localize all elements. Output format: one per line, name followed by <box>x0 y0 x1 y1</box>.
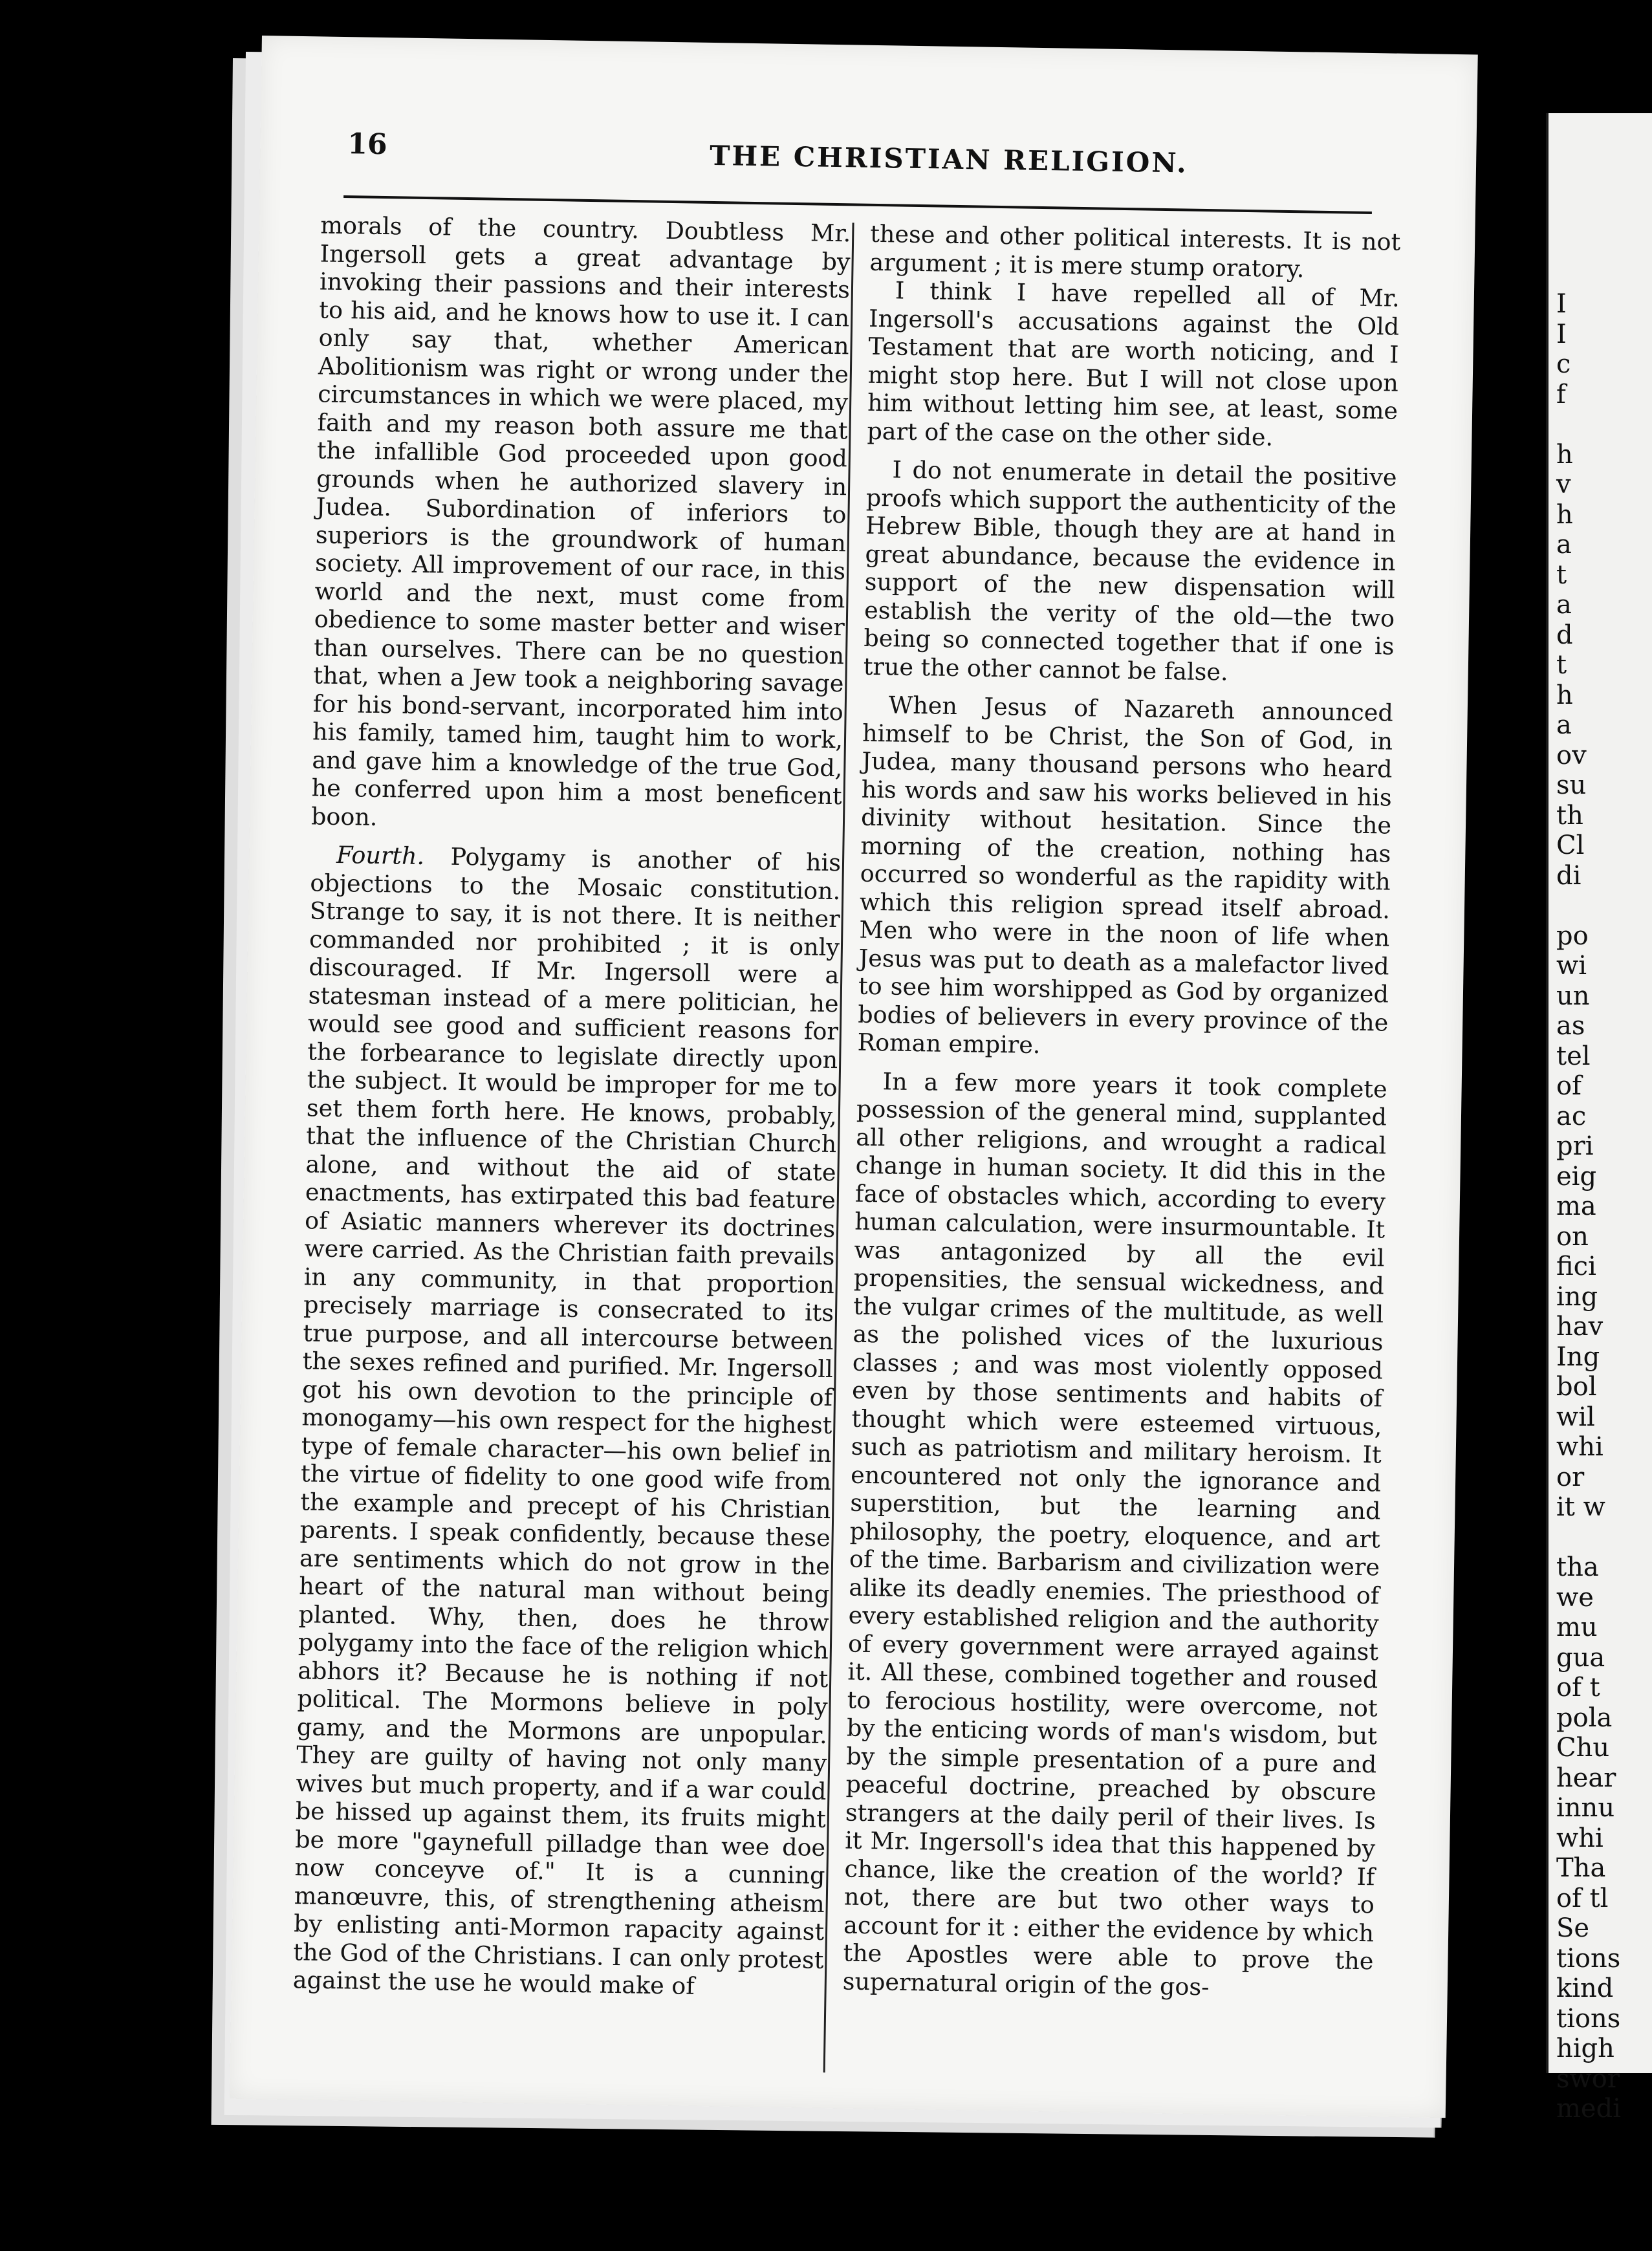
facing-page-line: tha <box>1556 1552 1599 1582</box>
paragraph-text: Polygamy is another of his objections to the Mosaic constitution. Strange to say, it is not there. It is neither commanded nor prohibited ; it is only discouraged. If Mr. Ingersoll were a statesman instead of a mere politician, he would see good and sufficient reasons for the forbearance to legislate directly upon the subject. It would be improper for me to set them forth here. He knows, probably, that the influence of the Christian Church alone, and without the aid of state enactments, has extirpated this bad feature of Asiatic manners wherever its doctrines were carried. As the Christian faith prevails in any community, in that proportion precisely marriage is consecrated to its true purpose, and all intercourse between the sexes refined and purified. Mr. Ingersoll got his own devotion to the principle of monogamy—his own respect for the highest type of female character—his own belief in the virtue of fidelity to one good wife from the example and precept of his Christian parents. I speak confidently, because these are sentiments which do not grow in the heart of the natural man without being planted. Why, then, does he throw polygamy into the face of the religion which abhors it? Because he is nothing if not political. The Mormons believe in poly gamy, and the Mormons are unpopular. They are guilty of having not only many wives but much property, and if a war could be hissed up against them, its fruits might be more "gaynefull pilladge than wee doe now conceyve of." It is a cunning manœuvre, this, of strengthening atheism by enlisting anti-Mormon rapacity against the God of the Christians. I can only protest against the use he would make of <box>292 842 842 2000</box>
facing-page-line: po <box>1556 920 1589 951</box>
facing-page-line: v <box>1556 470 1571 499</box>
facing-page-line: h <box>1556 439 1573 470</box>
facing-page-line: Se <box>1556 1913 1590 1943</box>
facing-page-line: a <box>1556 530 1572 560</box>
paragraph: morals of the country. Doubtless Mr. Ingersoll gets a great advantage by invoking their passions and their interests to his aid, and he knows how to use it. I can only say that, whether American Abolitionism was right or wrong under the circumstances in which we were placed, my faith and my reason both assure me that the infallible God proceeded upon good grounds when he authorized slavery in Judea. Subordination of inferiors to superiors is the groundwork of human society. All improvement of our race, in this world and the next, must come from obedience to some master better and wiser than ourselves. There can be no question that, when a Jew took a neighboring savage for his bond-servant, incorporated him into his family, tamed him, taught him to work, and gave him a knowledge of the true God, he conferred upon him a most beneficent boon. <box>310 211 851 831</box>
facing-page-line: hear <box>1556 1763 1616 1793</box>
facing-page-line: innu <box>1556 1793 1615 1823</box>
facing-page-line: kind <box>1556 1974 1614 2003</box>
facing-page-line: pri <box>1556 1131 1594 1161</box>
facing-page-line: eig <box>1556 1161 1597 1191</box>
facing-page-line: whi <box>1556 1432 1603 1462</box>
paragraph: I do not enumerate in detail the positive proofs which support the authenticity of the Hebrew Bible, though they are at hand in great abundance, because the evidence in support of the new dispensation will establish the verity of the old—the two being so connected together that if one is true the other cannot be false. <box>863 455 1397 686</box>
facing-page-line: bol <box>1556 1372 1597 1402</box>
facing-page-line: fici <box>1556 1252 1596 1281</box>
facing-page-line: it w <box>1556 1492 1605 1522</box>
facing-page-line: ac <box>1556 1101 1587 1131</box>
book-page <box>230 36 1478 2118</box>
paragraph: When Jesus of Nazareth announced himself to be Christ, the Son of God, in Judea, many thousand persons who heard his words and saw his works believed in his divinity without hesitation. Since the morning of the creation, nothing has occurred so wonderful as the rapidity with which this religion spread itself abroad. Men who were in the noon of life when Jesus was put to death as a malefactor lived to see him worshipped as God by organized bodies of believers in every province of the Roman empire. <box>857 691 1394 1060</box>
facing-page-line: whi <box>1556 1823 1603 1853</box>
facing-page-fragment <box>1546 113 1652 2124</box>
paragraph <box>292 840 841 2002</box>
facing-page-line: h <box>1556 680 1573 710</box>
facing-page-line: tions <box>1556 1943 1621 1974</box>
facing-page-line: tions <box>1556 2003 1621 2034</box>
facing-page-line: of tl <box>1556 1883 1609 1913</box>
facing-page-line: pola <box>1556 1702 1613 1733</box>
facing-page-line: d <box>1556 620 1573 650</box>
facing-page-line: a <box>1556 590 1572 620</box>
paragraph: I think I have repelled all of Mr. Ingersoll's accusations against the Old Testament that are worth noticing, and I might stop here. But I will not close upon him without letting him see, at least, some part of the case on the other side. <box>867 276 1400 451</box>
facing-page-line: h <box>1556 499 1573 530</box>
facing-page-line: Chu <box>1556 1733 1610 1763</box>
running-title: THE CHRISTIAN RELIGION. <box>709 139 1189 179</box>
facing-page-line: Tha <box>1556 1853 1606 1883</box>
facing-page-line: Ing <box>1556 1342 1600 1372</box>
facing-page-line: ma <box>1556 1191 1596 1221</box>
facing-page-line: di <box>1556 860 1581 891</box>
facing-page-line: we <box>1556 1582 1594 1613</box>
header-rule <box>343 195 1372 214</box>
facing-page-line: as <box>1556 1011 1585 1041</box>
facing-page-line: ov <box>1556 740 1587 770</box>
facing-page-line: gua <box>1556 1642 1605 1673</box>
facing-page-line: or <box>1556 1462 1585 1492</box>
facing-page-line: th <box>1556 800 1583 831</box>
facing-page-line: high <box>1556 2034 1614 2063</box>
facing-page-line: a <box>1556 710 1572 740</box>
facing-page-line: of <box>1556 1071 1581 1101</box>
facing-page-line: swor <box>1556 2063 1620 2094</box>
facing-page-line: c <box>1556 349 1571 379</box>
facing-page-line: of t <box>1556 1673 1600 1702</box>
facing-page-line: Cl <box>1556 831 1585 860</box>
facing-page-line: wil <box>1556 1402 1595 1432</box>
facing-page-line: I <box>1556 319 1567 349</box>
facing-page-line: tel <box>1556 1041 1591 1071</box>
facing-page-line: on <box>1556 1221 1589 1252</box>
right-column <box>843 220 1401 2004</box>
facing-page-line: un <box>1556 981 1590 1011</box>
facing-page-line: I <box>1556 289 1567 319</box>
facing-page-line: medi <box>1556 2094 1621 2124</box>
facing-page-line: hav <box>1556 1312 1603 1342</box>
facing-page-line: f <box>1556 379 1566 409</box>
paragraph: these and other political interests. It is not argument ; it is mere stump oratory. <box>869 219 1401 283</box>
facing-page-line: su <box>1556 770 1587 800</box>
facing-page-line: mu <box>1556 1613 1598 1642</box>
paragraph: In a few more years it took complete possession of the general mind, supplanted all other religions, and wrought a radical change in human society. It did this in the face of obstacles which, according to every human calculation, were insurmountable. It was antagonized by all the evil propensities, the sensual wickedness, and the vulgar crimes of the multitude, as well as the polished vices of the luxurious classes ; and was most violently opposed even by those sentiments and habits of thought which were esteemed virtuous, such as patriotism and military heroism. It encountered not only the ignorance and superstition, but the learning and philosophy, the poetry, eloquence, and art of the time. Barbarism and civilization were alike its deadly enemies. The priesthood of every established religion and the authority of every government were arrayed against it. All these, combined together and roused to ferocious hostility, were overcome, not by the enticing words of man's wisdom, but by the simple presentation of a pure and peaceful doctrine, preached by obscure strangers at the daily peril of their lives. Is it Mr. Ingersoll's idea that this happened by chance, like the creation of the world? If not, there are but two other ways to account for it : either the evidence by which the Apostles were able to prove the supernatural origin of the gos- <box>842 1067 1387 2001</box>
page-number: 16 <box>347 127 388 162</box>
page-header <box>347 121 1389 182</box>
facing-page-line: t <box>1556 560 1567 590</box>
paragraph-lead: Fourth. <box>336 840 425 871</box>
facing-page-line: ing <box>1556 1281 1598 1312</box>
facing-page-line: wi <box>1556 951 1587 981</box>
facing-page-line: t <box>1556 650 1567 680</box>
left-column <box>292 211 851 2002</box>
